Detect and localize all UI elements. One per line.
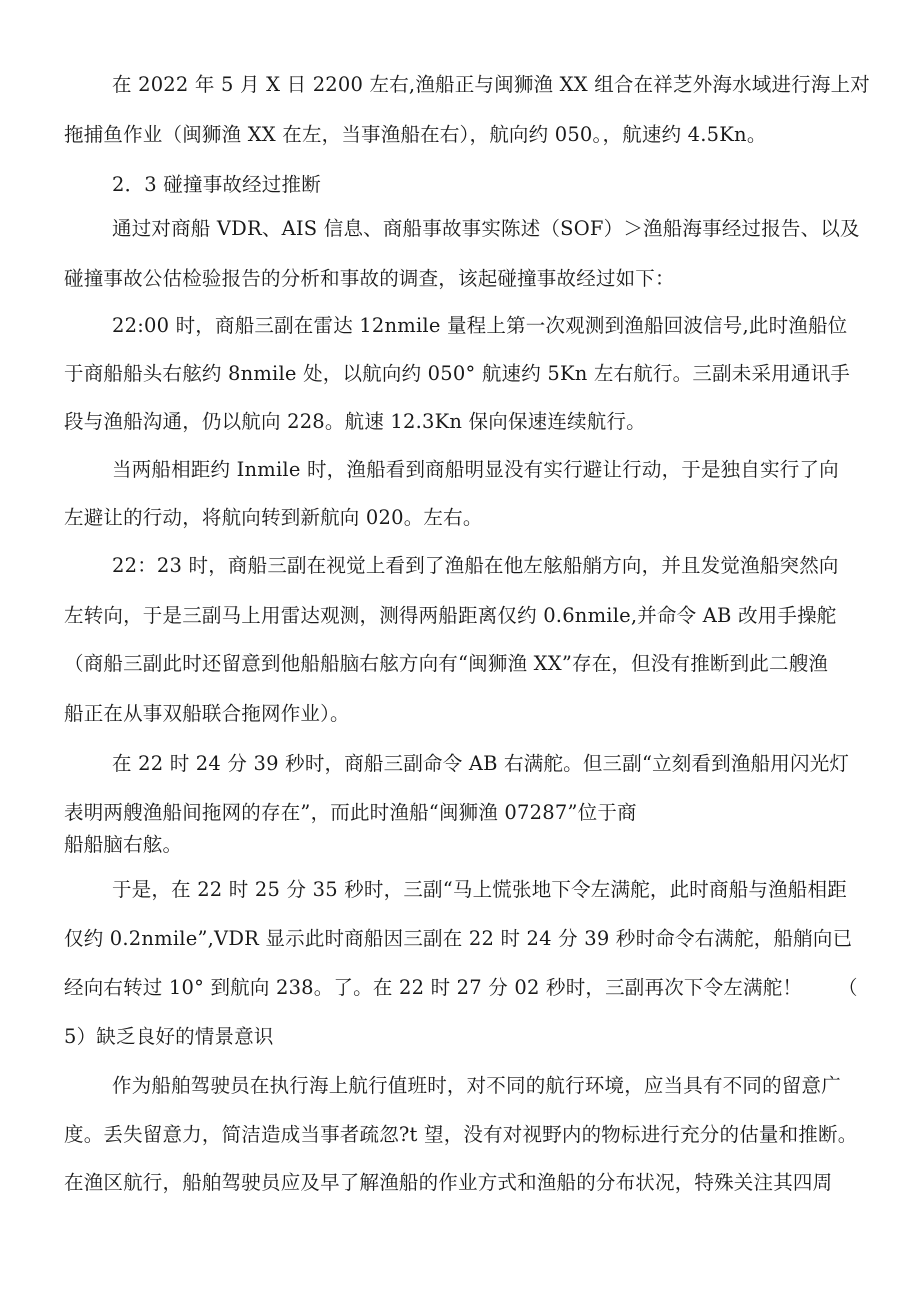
paragraph-line: 作为船舶驾驶员在执行海上航行值班时，对不同的航行环境，应当具有不同的留意广: [112, 1074, 841, 1097]
paragraph-line: （: [838, 976, 858, 999]
paragraph-line: 左转向，于是三副马上用雷达观测，测得两船距离仅约 0.6nmile,并命令 AB 改用手操舵: [64, 604, 837, 627]
paragraph-line: 仅约 0.2nmile”,VDR 显示此时商船因三副在 22 时 24 分 39 秒时命令右满舵，船艄向已: [64, 927, 853, 950]
paragraph-line: 于商船船头右舷约 8nmile 处，以航向约 050° 航速约 5Kn 左右航行。三副未采用通讯手: [64, 362, 850, 385]
paragraph-line: 当两船相距约 Inmile 时，渔船看到商船明显没有实行避让行动，于是独自实行了向: [112, 458, 839, 481]
paragraph-line: 表明两艘渔船间拖网的存在”，而此时渔船“闽狮渔 07287”位于商: [64, 801, 637, 824]
paragraph-line: 22：23 时，商船三副在视觉上看到了渔船在他左舷船艄方向，并且发觉渔船突然向: [112, 554, 839, 577]
paragraph-line: 经向右转过 10° 到航向 238。了。在 22 时 27 分 02 秒时，三副再次下令左满舵！: [64, 976, 803, 999]
paragraph-line: 左避让的行动，将航向转到新航向 020。左右。: [64, 506, 483, 529]
paragraph-line: 在渔区航行，船舶驾驶员应及早了解渔船的作业方式和渔船的分布状况，特殊关注其四周: [64, 1171, 833, 1194]
paragraph-line: 船正在从事双船联合拖网作业）。: [64, 702, 350, 725]
paragraph-line: 于是，在 22 时 25 分 35 秒时，三副“马上慌张地下令左满舵，此时商船与渔船相距: [112, 878, 847, 901]
paragraph-line: 度。丢失留意力，简洁造成当事者疏忽?t 望，没有对视野内的物标进行充分的估量和推断。: [64, 1123, 858, 1146]
paragraph-line: 22:00 时，商船三副在雷达 12nmile 量程上第一次观测到渔船回波信号,此时渔船位: [112, 314, 848, 337]
paragraph-line: 通过对商船 VDR、AIS 信息、商船事故事实陈述（SOF）＞渔船海事经过报告、以及: [112, 217, 860, 240]
paragraph-line: （商船三副此时还留意到他船船脑右舷方向有“闽狮渔 XX”存在，但没有推断到此二艘渔: [64, 652, 829, 675]
section-heading: 2．3 碰撞事故经过推断: [112, 173, 321, 196]
paragraph-line: 段与渔船沟通，仍以航向 228。航速 12.3Kn 保向保速连续航行。: [64, 410, 646, 433]
paragraph-line: 船船脑右舷。: [64, 833, 183, 856]
paragraph-line: 拖捕鱼作业（闽狮渔 XX 在左，当事渔船在右），航向约 050。，航速约 4.5Kn。: [64, 123, 767, 146]
section-heading: 5）缺乏良好的情景意识: [64, 1025, 274, 1048]
paragraph-line: 在 2022 年 5 月 X 日 2200 左右,渔船正与闽狮渔 XX 组合在祥芝外海水域进行海上对: [112, 73, 870, 96]
paragraph-line: 在 22 时 24 分 39 秒时，商船三副命令 AB 右满舵。但三副“立刻看到渔船用闪光灯: [112, 752, 850, 775]
paragraph-line: 碰撞事故公估检验报告的分析和事故的调查，该起碰撞事故经过如下：: [64, 267, 675, 290]
